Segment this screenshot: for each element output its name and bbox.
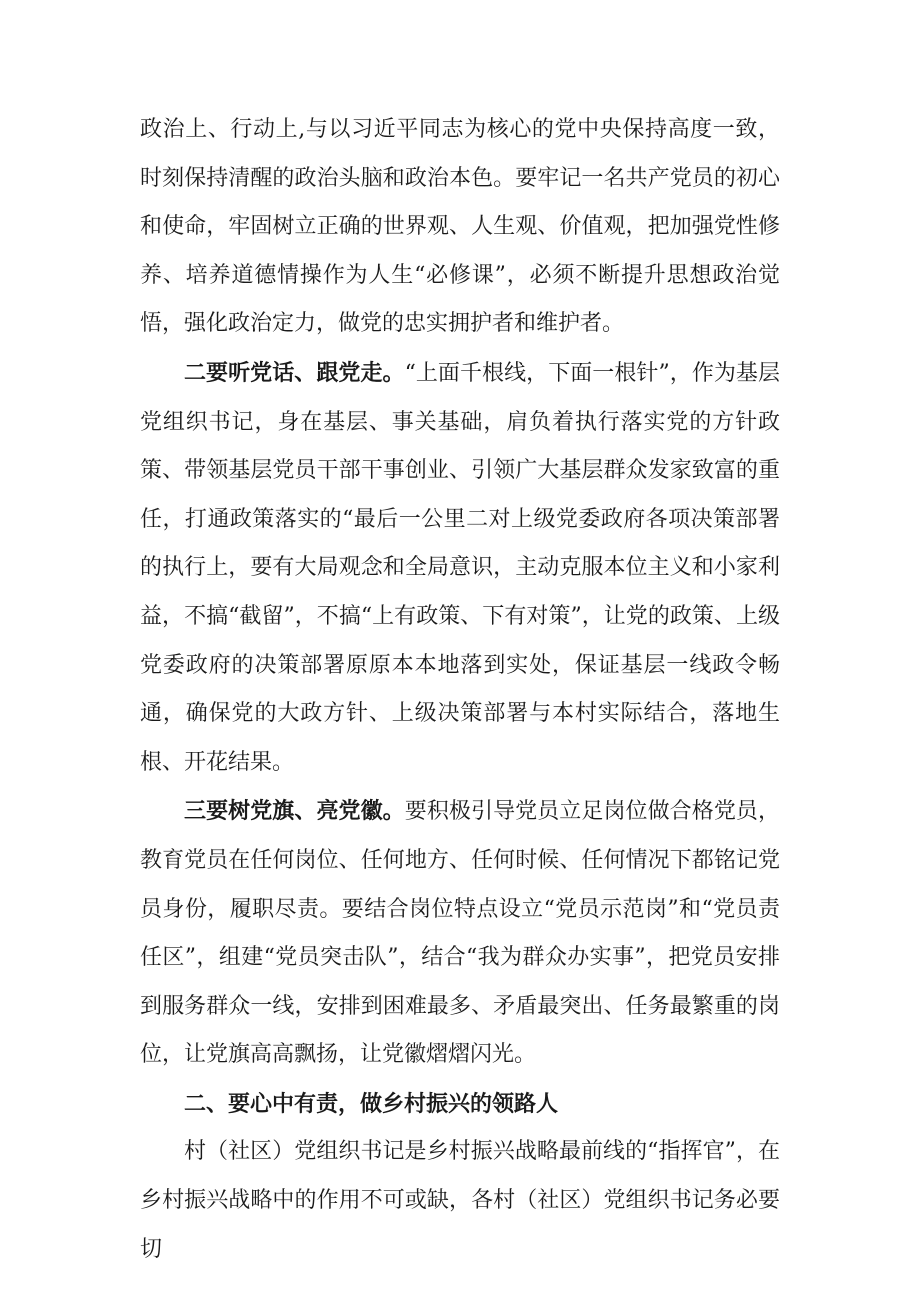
paragraph-3-body: 要积极引导党员立足岗位做合格党员，教育党员在任何岗位、任何地方、任何时候、任何情况下都铭记党员身份，履职尽责。要结合岗位特点设立“党员示范岗”和“党员责任区”，组建“党员突击队”，结合“我为群众办实事”，把党员安排到服务群众一线，安排到困难最多、矛盾最突出、任务最繁重的岗位，让党旗高高飘扬，让党徽熠熠闪光。 [140, 799, 780, 1068]
paragraph-3 [140, 787, 780, 1080]
paragraph-2 [140, 349, 780, 787]
paragraph-2-lead: 二要听党话、跟党走。 [184, 359, 405, 386]
document-body [140, 106, 780, 1274]
section-heading: 二、要心中有责，做乡村振兴的领路人 [184, 1090, 559, 1117]
paragraph-3-lead: 三要树党旗、亮党徽。 [184, 798, 405, 825]
paragraph-1: 政治上、行动上,与以习近平同志为核心的党中央保持高度一致，时刻保持清醒的政治头脑和政治本色。要牢记一名共产党员的初心和使命，牢固树立正确的世界观、人生观、价值观，把加强党性修养、培养道德情操作为人生“必修课”，必须不断提升思想政治觉悟，强化政治定力，做党的忠实拥护者和维护者。 [140, 117, 780, 337]
paragraph-4: 村（社区）党组织书记是乡村振兴战略最前线的“指挥官”，在乡村振兴战略中的作用不可或缺，各村（社区）党组织书记务必要切 [140, 1139, 780, 1262]
paragraph-2-body: “上面千根线，下面一根针”，作为基层党组织书记，身在基层、事关基础，肩负着执行落实党的方针政策、带领基层党员干部干事创业、引领广大基层群众发家致富的重任，打通政策落实的“最后一公里二对上级党委政府各项决策部署的执行上，要有大局观念和全局意识，主动克服本位主义和小家利益，不搞“截留”，不搞“上有政策、下有对策”，让党的政策、上级党委政府的决策部署原原本本地落到实处，保证基层一线政令畅通，确保党的大政方针、上级决策部署与本村实际结合，落地生根、开花结果。 [140, 360, 780, 775]
